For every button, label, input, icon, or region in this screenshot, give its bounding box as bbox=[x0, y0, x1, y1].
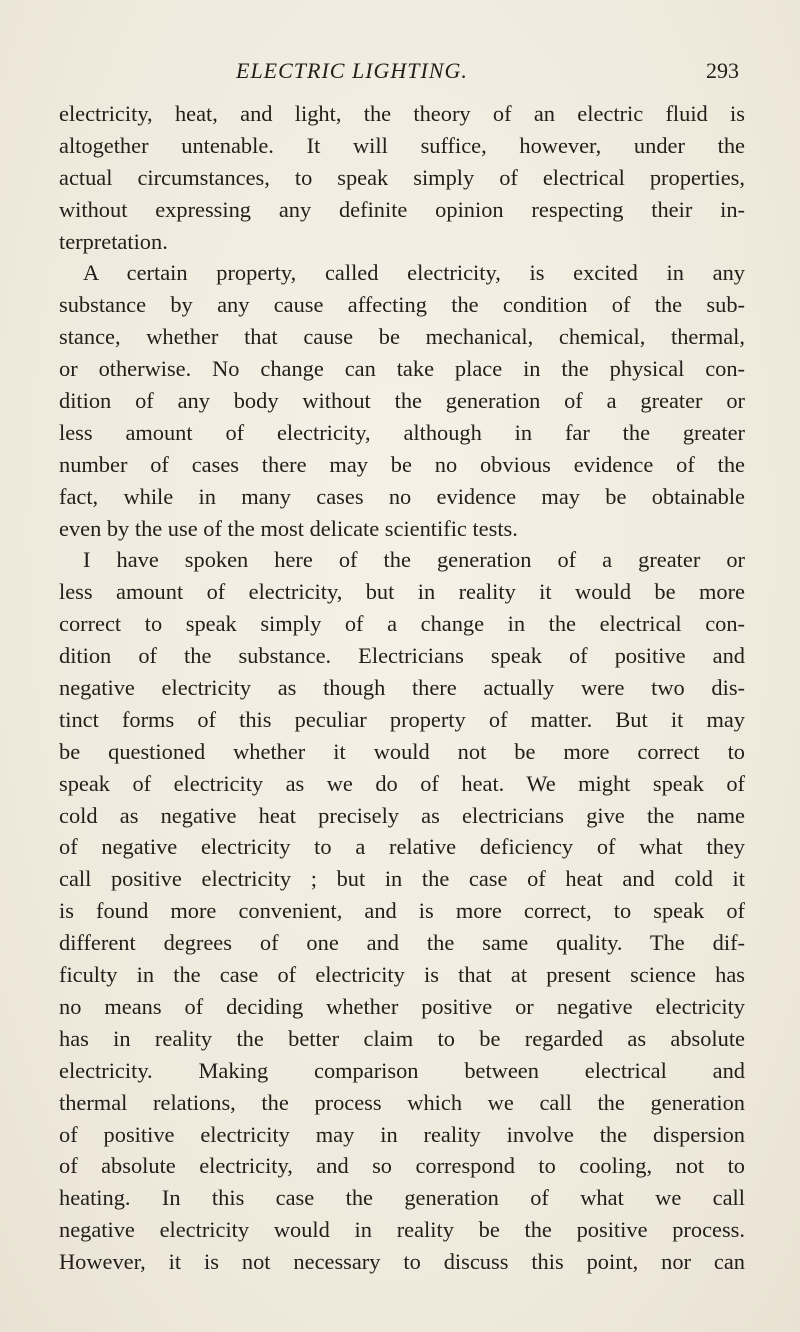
text-line: or otherwise. No change can take place in the physical con- bbox=[59, 356, 745, 382]
text-line: dition of the substance. Electricians speak of positive and bbox=[59, 643, 745, 669]
text-line: be questioned whether it would not be more correct to bbox=[59, 738, 745, 764]
text-line: of negative electricity to a relative deficiency of what they bbox=[59, 834, 745, 860]
text-line: correct to speak simply of a change in the electrical con- bbox=[59, 611, 745, 637]
text-line: electricity, heat, and light, the theory of an electric fluid is bbox=[59, 101, 745, 126]
text-line: thermal relations, the process which we call the generation bbox=[59, 1089, 745, 1115]
text-line: less amount of electricity, but in reality it would be more bbox=[59, 579, 745, 605]
text-line: actual circumstances, to speak simply of electrical properties, bbox=[59, 164, 745, 190]
text-line: number of cases there may be no obvious evidence of the bbox=[59, 451, 745, 477]
body-text bbox=[59, 98, 745, 1278]
text-line: of positive electricity may in reality involve the dispersion bbox=[59, 1121, 745, 1147]
text-line: negative electricity would in reality be the positive process. bbox=[59, 1217, 745, 1243]
text-line: call positive electricity ; but in the case of heat and cold it bbox=[59, 866, 745, 892]
text-line: ficulty in the case of electricity is that at present science has bbox=[59, 962, 745, 988]
text-line: less amount of electricity, although in far the greater bbox=[59, 419, 745, 445]
running-head-title: ELECTRIC LIGHTING. bbox=[236, 58, 468, 83]
text-line: dition of any body without the generation of a greater or bbox=[59, 388, 745, 414]
text-line: However, it is not necessary to discuss this point, nor can bbox=[59, 1249, 745, 1275]
text-line: heating. In this case the generation of what we call bbox=[59, 1185, 745, 1211]
text-line: tinct forms of this peculiar property of matter. But it may bbox=[59, 706, 745, 732]
running-head bbox=[59, 56, 745, 96]
text-line: no means of deciding whether positive or negative electricity bbox=[59, 993, 745, 1019]
text-line: negative electricity as though there actually were two dis- bbox=[59, 675, 745, 701]
text-line: of absolute electricity, and so correspond to cooling, not to bbox=[59, 1153, 745, 1179]
text-line: terpretation. bbox=[59, 228, 168, 254]
text-line: different degrees of one and the same quality. The dif- bbox=[59, 930, 745, 956]
text-line: fact, while in many cases no evidence may be obtainable bbox=[59, 483, 745, 509]
text-line: A certain property, called electricity, is excited in any bbox=[83, 260, 745, 286]
text-line: is found more convenient, and is more correct, to speak of bbox=[59, 898, 745, 924]
text-line: speak of electricity as we do of heat. We might speak of bbox=[59, 770, 745, 796]
text-line: altogether untenable. It will suffice, however, under the bbox=[59, 132, 745, 158]
text-line: substance by any cause affecting the condition of the sub- bbox=[59, 292, 745, 318]
text-line: electricity. Making comparison between electrical and bbox=[59, 1057, 745, 1083]
text-line: even by the use of the most delicate scientific tests. bbox=[59, 515, 518, 541]
text-line: I have spoken here of the generation of a greater or bbox=[83, 547, 745, 573]
text-line: stance, whether that cause be mechanical, chemical, thermal, bbox=[59, 324, 745, 350]
page-number: 293 bbox=[706, 58, 739, 83]
text-line: without expressing any definite opinion respecting their in- bbox=[59, 196, 745, 222]
text-line: cold as negative heat precisely as electricians give the name bbox=[59, 802, 745, 828]
text-line: has in reality the better claim to be regarded as absolute bbox=[59, 1025, 745, 1051]
